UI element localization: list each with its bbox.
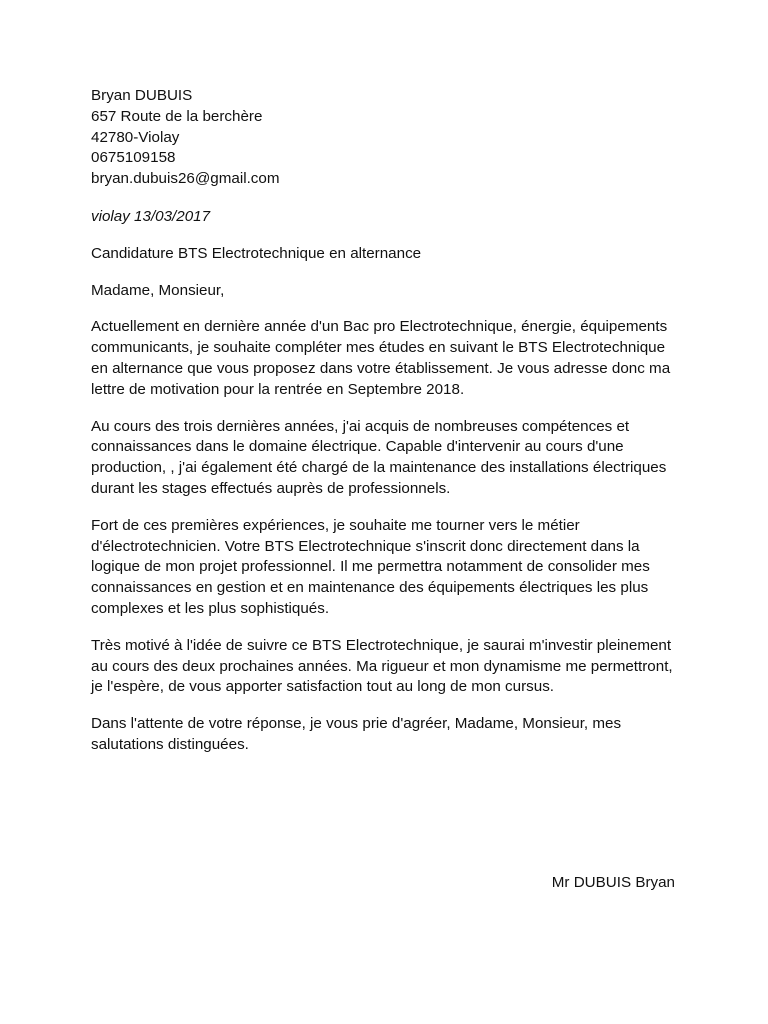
paragraph-motivation: Très motivé à l'idée de suivre ce BTS Electrotechnique, je saurai m'investir pleinement au cours des deux prochaines années. Ma rigueur et mon dynamisme me permettront, je l'espère, de vous apporter satisfaction tout au long de mon cursus.	[91, 636, 673, 696]
sender-name: Bryan DUBUIS	[91, 87, 193, 104]
paragraph-skills: Au cours des trois dernières années, j'ai acquis de nombreuses compétences et connaissances dans le domaine électrique. Capable d'intervenir au cours d'une production, , j'ai également été chargé de la maintenance des installations électriques durant les stages effectués auprès de professionnels.	[91, 417, 667, 497]
sender-email: bryan.dubuis26@gmail.com	[91, 170, 280, 188]
paragraph-intro: Actuellement en dernière année d'un Bac pro Electrotechnique, énergie, équipements communicants, je souhaite compléter mes études en suivant le BTS Electrotechnique en alternance que vous proposez dans votre établissement. Je vous adresse donc ma lettre de motivation pour la rentrée en Septembre 2018.	[91, 318, 671, 398]
sender-city: 42780-Violay	[91, 128, 180, 146]
letter-body	[91, 86, 681, 756]
letter-date: violay 13/03/2017	[91, 207, 211, 225]
letter-signature: Mr DUBUIS Bryan	[551, 874, 675, 891]
paragraph-closing: Dans l'attente de votre réponse, je vous prie d'agréer, Madame, Monsieur, mes salutations distinguées.	[91, 715, 622, 753]
letter-subject: Candidature BTS Electrotechnique en alternance	[91, 244, 422, 262]
sender-block	[91, 86, 681, 190]
sender-street: 657 Route de la berchère	[91, 107, 263, 125]
sender-phone: 0675109158	[91, 149, 176, 167]
paragraph-project: Fort de ces premières expériences, je souhaite me tourner vers le métier d'électrotechnicien. Votre BTS Electrotechnique s'inscrit donc directement dans la logique de mon projet professionnel. Il me permettra notamment de consolider mes connaissances en gestion et en maintenance des équipements électriques les plus complexes et les plus sophistiqués.	[91, 516, 650, 617]
letter-salutation: Madame, Monsieur,	[91, 281, 225, 299]
